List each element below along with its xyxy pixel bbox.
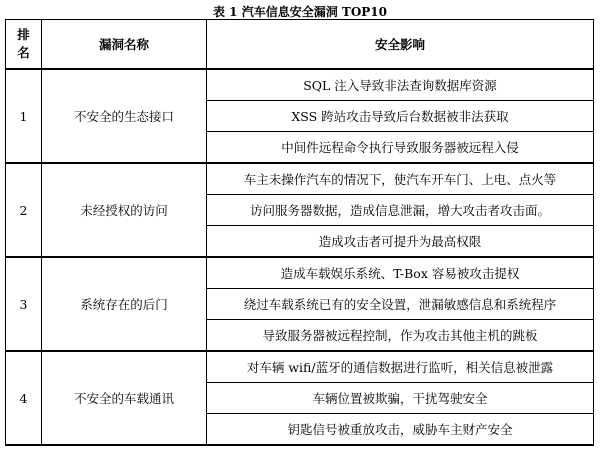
table-row bbox=[6, 351, 594, 383]
rank-cell: 1 bbox=[6, 69, 42, 163]
table-row bbox=[6, 163, 594, 195]
vuln-name-cell: 不安全的车载通讯 bbox=[42, 351, 207, 445]
header-name: 漏洞名称 bbox=[42, 20, 207, 70]
impact-cell: 对车辆 wifi/蓝牙的通信数据进行监听，相关信息被泄露 bbox=[207, 351, 594, 383]
impact-cell: 车主未操作汽车的情况下，使汽车开车门、上电、点火等 bbox=[207, 163, 594, 195]
table-row bbox=[6, 257, 594, 289]
header-rank bbox=[6, 20, 42, 70]
impact-cell: 钥匙信号被重放攻击，威胁车主财产安全 bbox=[207, 414, 594, 446]
impact-cell: 中间件远程命令执行导致服务器被远程入侵 bbox=[207, 132, 594, 164]
table-header-row bbox=[6, 20, 594, 70]
impact-cell: 造成车载娱乐系统、T-Box 容易被攻击提权 bbox=[207, 257, 594, 289]
impact-cell: 访问服务器数据，造成信息泄漏，增大攻击者攻击面。 bbox=[207, 195, 594, 226]
vulnerability-table bbox=[5, 19, 594, 446]
rank-cell: 3 bbox=[6, 257, 42, 351]
impact-cell: 绕过车载系统已有的安全设置，泄漏敏感信息和系统程序 bbox=[207, 289, 594, 320]
rank-cell: 2 bbox=[6, 163, 42, 257]
vuln-name-cell: 系统存在的后门 bbox=[42, 257, 207, 351]
impact-cell: 造成攻击者可提升为最高权限 bbox=[207, 226, 594, 258]
table-row bbox=[6, 69, 594, 101]
header-rank-text: 排 名 bbox=[17, 27, 30, 60]
vuln-name-cell: 不安全的生态接口 bbox=[42, 69, 207, 163]
impact-cell: 车辆位置被欺骗，干扰驾驶安全 bbox=[207, 383, 594, 414]
vuln-name-cell: 未经授权的访问 bbox=[42, 163, 207, 257]
rank-cell: 4 bbox=[6, 351, 42, 445]
impact-cell: XSS 跨站攻击导致后台数据被非法获取 bbox=[207, 101, 594, 132]
impact-cell: 导致服务器被远程控制，作为攻击其他主机的跳板 bbox=[207, 320, 594, 352]
impact-cell: SQL 注入导致非法查询数据库资源 bbox=[207, 69, 594, 101]
table-caption: 表 1 汽车信息安全漏洞 TOP10 bbox=[213, 5, 387, 19]
header-impact: 安全影响 bbox=[207, 20, 594, 70]
